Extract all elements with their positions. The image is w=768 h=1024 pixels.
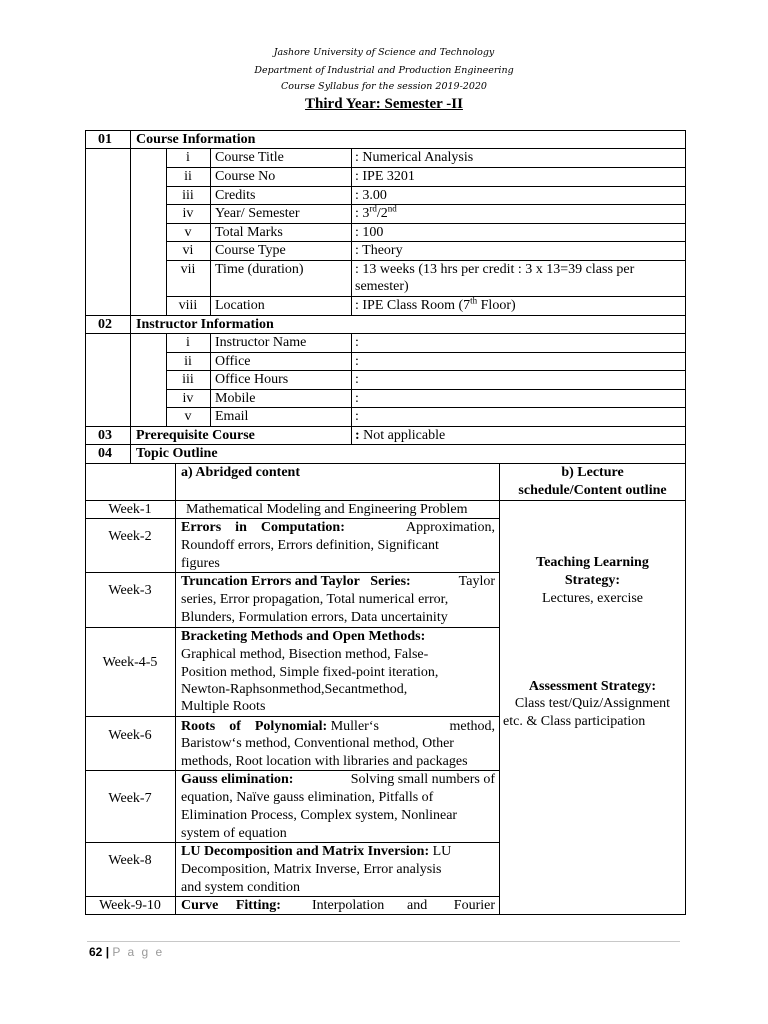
week-content-line: Curve Fitting: Interpolation and Fourier [181, 898, 495, 913]
week-content-line: Position method, Simple fixed-point iteration, [181, 665, 439, 680]
department-name: Department of Industrial and Production Engineering [254, 65, 514, 76]
abridged-content-heading: a) Abridged content [181, 465, 300, 480]
office-hours-label: Office Hours [215, 372, 289, 387]
row-index: iv [182, 391, 194, 406]
email-value: : [355, 409, 359, 424]
week-content-line: Graphical method, Bisection method, False- [181, 647, 429, 662]
page-number: 62 [89, 945, 103, 959]
week-content-line: LU Decomposition and Matrix Inversion: LU [181, 844, 452, 859]
week-content-line: Baristow‘s method, Conventional method, Other [181, 736, 454, 751]
row-index: iii [182, 372, 194, 387]
section-number: 02 [98, 317, 112, 332]
course-type-label: Course Type [215, 243, 286, 258]
week-label: Week-6 [108, 728, 152, 743]
page-separator: | [105, 945, 110, 959]
week-label: Week-8 [108, 853, 152, 868]
credits-value: : 3.00 [355, 188, 387, 203]
section-number: 04 [98, 446, 112, 461]
topic-outline-heading: Topic Outline [136, 446, 218, 461]
prerequisite-value: : Not applicable [355, 428, 446, 443]
week-content-line: Elimination Process, Complex system, Nonlinear [181, 808, 458, 823]
duration-value: : 13 weeks (13 hrs per credit : 3 x 13=39 class per [355, 262, 635, 277]
week-content-line: methods, Root location with libraries and packages [181, 754, 468, 769]
assessment-strategy-text-cont: etc. & Class participation [503, 714, 646, 729]
lecture-schedule-heading-cont: schedule/Content outline [518, 483, 667, 498]
week-content-line: Blunders, Formulation errors, Data uncertainity [181, 610, 448, 625]
duration-value-cont: semester) [355, 279, 409, 294]
section-number: 03 [98, 428, 112, 443]
week-content-line: Bracketing Methods and Open Methods: [181, 629, 426, 644]
page-word: P a g e [112, 945, 165, 959]
year-semester-value: : 3rd/2nd [355, 203, 397, 221]
course-title-value: : Numerical Analysis [355, 150, 474, 165]
duration-label: Time (duration) [215, 262, 304, 277]
page-footer [89, 945, 164, 959]
instructor-name-label: Instructor Name [215, 335, 307, 350]
week-content-line: system of equation [181, 826, 287, 841]
office-label: Office [215, 354, 251, 369]
week-content-line: Truncation Errors and Taylor Series: Taylor [181, 574, 495, 589]
row-index: i [186, 335, 190, 350]
course-no-label: Course No [215, 169, 276, 184]
row-index: vii [180, 262, 196, 277]
week-label: Week-9-10 [99, 898, 161, 913]
footer-divider [87, 941, 680, 942]
week-content-line: Multiple Roots [181, 699, 266, 714]
location-value: : IPE Class Room (7th Floor) [355, 295, 516, 313]
week-content-line: series, Error propagation, Total numerical error, [181, 592, 449, 607]
page-title: Third Year: Semester -II [305, 96, 463, 112]
university-name: Jashore University of Science and Technology [273, 47, 495, 58]
teaching-strategy-title: Teaching Learning [536, 555, 649, 570]
instructor-name-value: : [355, 335, 359, 350]
week-content-line: Roundoff errors, Errors definition, Significant [181, 538, 439, 553]
week-content-line: Mathematical Modeling and Engineering Problem [186, 502, 468, 517]
week-content-line: Decomposition, Matrix Inverse, Error analysis [181, 862, 442, 877]
office-value: : [355, 354, 359, 369]
row-index: ii [184, 169, 192, 184]
course-title-label: Course Title [215, 150, 284, 165]
teaching-strategy-text: Lectures, exercise [541, 591, 644, 606]
week-label: Week-3 [108, 583, 152, 598]
week-label: Week-7 [108, 791, 152, 806]
section-number: 01 [98, 132, 112, 147]
row-index: v [184, 225, 192, 240]
week-content-line: Errors in Computation: Approximation, [181, 520, 495, 535]
mobile-value: : [355, 391, 359, 406]
week-content-line: figures [181, 556, 220, 571]
email-label: Email [215, 409, 249, 424]
prerequisite-heading: Prerequisite Course [136, 428, 255, 443]
credits-label: Credits [215, 188, 256, 203]
row-index: iv [182, 206, 194, 221]
total-marks-value: : 100 [355, 225, 384, 240]
row-index: vi [182, 243, 194, 258]
total-marks-label: Total Marks [215, 225, 283, 240]
instructor-info-heading: Instructor Information [136, 317, 274, 332]
week-content-line: Newton-Raphsonmethod,Secantmethod, [181, 682, 408, 697]
week-content-line: and system condition [181, 880, 300, 895]
mobile-label: Mobile [215, 391, 256, 406]
week-label: Week-1 [108, 502, 152, 517]
row-index: i [186, 150, 190, 165]
course-no-value: : IPE 3201 [355, 169, 415, 184]
assessment-strategy-text: Class test/Quiz/Assignment [514, 696, 671, 711]
row-index: iii [182, 188, 194, 203]
row-index: viii [178, 298, 198, 313]
row-index: ii [184, 354, 192, 369]
year-semester-label: Year/ Semester [215, 206, 300, 221]
location-label: Location [215, 298, 265, 313]
week-content-line: equation, Naïve gauss elimination, Pitfalls of [181, 790, 434, 805]
row-index: v [184, 409, 192, 424]
week-content-line: Gauss elimination: Solving small numbers of [181, 772, 495, 787]
week-label: Week-2 [108, 529, 152, 544]
week-label: Week-4-5 [102, 655, 158, 670]
course-info-heading: Course Information [136, 132, 256, 147]
lecture-schedule-heading: b) Lecture [561, 465, 624, 480]
course-type-value: : Theory [355, 243, 403, 258]
assessment-strategy-title: Assessment Strategy: [528, 679, 657, 694]
office-hours-value: : [355, 372, 359, 387]
syllabus-session: Course Syllabus for the session 2019-2020 [281, 81, 487, 92]
teaching-strategy-title-cont: Strategy: [564, 573, 621, 588]
week-content-line: Roots of Polynomial: Muller‘s method, [181, 719, 495, 734]
